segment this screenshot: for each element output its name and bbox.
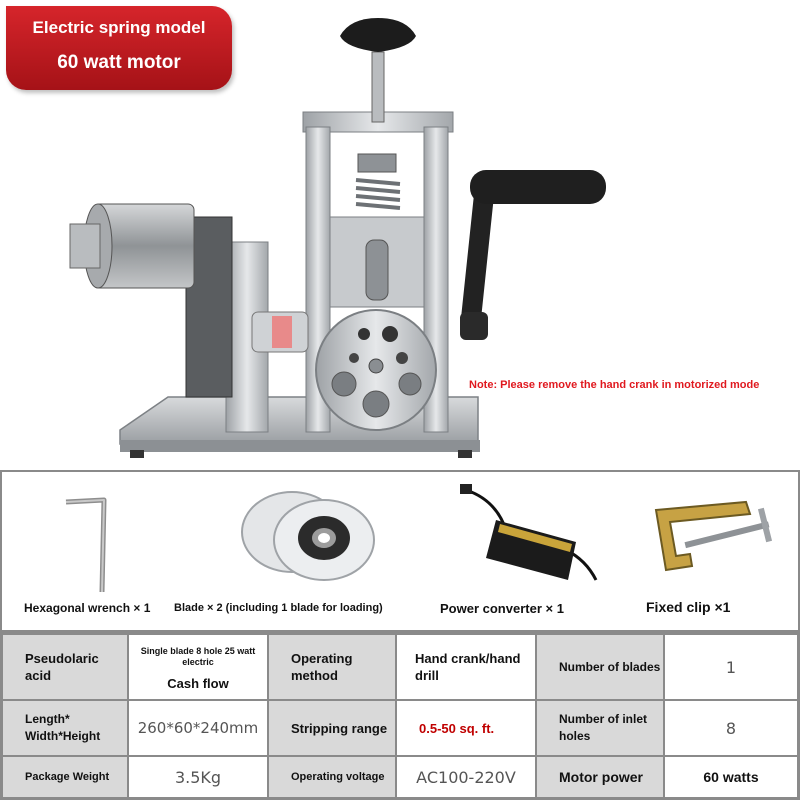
c-clamp-icon	[636, 480, 786, 590]
spec-value-cell	[664, 700, 798, 756]
spec-value-cell	[664, 756, 798, 798]
spec-value-cell	[664, 634, 798, 700]
spec-label-cell	[2, 634, 128, 700]
power-adapter-icon	[456, 480, 606, 592]
spec-label-cell	[268, 700, 396, 756]
spec-label-cell	[268, 756, 396, 798]
crank-removal-note: Note: Please remove the hand crank in motorized mode	[469, 379, 760, 391]
spec-label: Number of blades	[559, 659, 661, 674]
accessories-panel	[0, 470, 800, 632]
spec-label-cell	[268, 634, 396, 700]
spec-label-cell	[2, 700, 128, 756]
spec-value: Hand crank/hand drill	[415, 651, 521, 683]
spec-label: Length* Width*Height	[25, 712, 101, 743]
spec-label: Motor power	[559, 768, 643, 785]
spec-value-cell	[128, 634, 268, 700]
accessory-hex-wrench	[2, 472, 172, 630]
accessory-power-converter	[432, 472, 622, 630]
spec-value: Cash flow	[167, 675, 229, 691]
badge-title: Electric spring model	[32, 18, 206, 37]
spec-value: 8	[725, 718, 737, 738]
accessory-label: Hexagonal wrench × 1	[24, 601, 151, 615]
spec-label: Operating voltage	[291, 771, 385, 783]
spec-value: 1	[725, 657, 737, 677]
spec-label: Number of inlet holes	[559, 712, 648, 743]
badge-subtitle: 60 watt motor	[57, 52, 181, 73]
blade-icon	[234, 480, 384, 590]
spec-value-note: Single blade 8 hole 25 watt electric	[140, 645, 256, 667]
hex-wrench-icon	[40, 480, 150, 600]
accessory-label: Fixed clip ×1	[646, 599, 731, 615]
spec-label-cell	[536, 700, 664, 756]
spec-label: Operating method	[291, 651, 353, 683]
spec-label: Package Weight	[25, 770, 110, 783]
accessory-label: Blade × 2 (including 1 blade for loading)	[174, 602, 383, 614]
spec-value-cell	[396, 756, 536, 798]
spec-value-cell	[128, 700, 268, 756]
spec-label-cell	[536, 756, 664, 798]
spec-table	[0, 632, 800, 800]
accessory-fixed-clip	[622, 472, 798, 630]
spec-value: 0.5-50 sq. ft.	[419, 720, 495, 736]
spec-label: Stripping range	[291, 720, 388, 736]
spec-label-cell	[536, 634, 664, 700]
spec-label-cell	[2, 756, 128, 798]
spec-value-cell	[128, 756, 268, 798]
spec-value-cell	[396, 634, 536, 700]
spec-value-cell	[396, 700, 536, 756]
spec-label: Pseudolaric acid	[25, 651, 99, 683]
spec-value: 260*60*240mm	[137, 719, 259, 737]
spec-value: AC100-220V	[416, 767, 516, 787]
accessory-blades	[172, 472, 432, 630]
accessory-label: Power converter × 1	[440, 601, 564, 616]
spec-value: 60 watts	[703, 769, 759, 785]
model-badge	[6, 6, 232, 90]
spec-value: 3.5Kg	[174, 767, 222, 787]
